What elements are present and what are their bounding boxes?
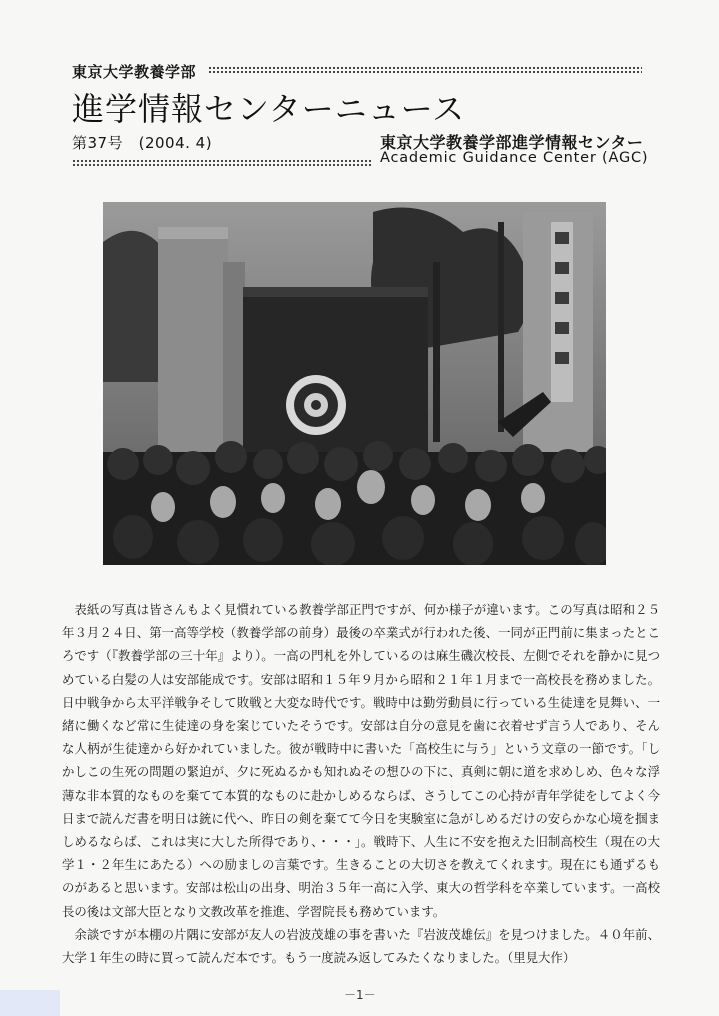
- page-number: －1－: [344, 988, 376, 1002]
- center-name-en: Academic Guidance Center (AGC): [380, 150, 649, 166]
- issue-number: 第37号 (2004. 4): [72, 134, 213, 152]
- photo-illustration: [103, 202, 606, 565]
- article-body: [62, 598, 660, 969]
- article-paragraph: 余談ですが本棚の片隅に安部が友人の岩波茂雄の事を書いた『岩波茂雄伝』を見つけました。４０年前、大学１年生の時に買って読んだ本です。もう一度読み返してみたくなりました。（里見大作）: [62, 926, 660, 966]
- publisher-name: 東京大学教養学部: [72, 63, 197, 81]
- article-paragraph: 表紙の写真は皆さんもよく見慣れている教養学部正門ですが、何か様子が違います。この写真は昭和２５年３月２４日、第一高等学校（教養学部の前身）最後の卒業式が行われた後、一同が正門前に集まったところです（『教養学部の三十年』より）。一高の門札を外しているのは麻生磯次校長、左側でそれを静かに見つめている白髪の人は安部能成です。安部は昭和１５年９月から昭和２１年１月まで一高校長を務めました。日中戦争から太平洋戦争そして敗戦と大変な時代です。戦時中は勤労動員に行っている生徒達を見舞い、一緒に働くなど常に生徒達の身を案じていたそうです。安部は自分の意見を歯に衣着せず言う人であり、そんな人柄が生徒達から好かれていました。彼が戦時中に書いた「高校生に与う」という文章の一節です。「しかしこの生死の問題の緊迫が、夕に死ぬるかも知れぬその想ひの下に、真剣に朝に道を求めしめ、色々な浮薄な非本質的なものを棄てて本質的なものに赴かしめるならば、さうしてこの心持が青年学徒をしてよく今日まで読んだ書を明日は銃に代へ、昨日の剣を棄てて今日を実験室に急がしめるだけの安らかな心境を掴ましめるならば、これは実に大した所得であり、・・・」。戦時下、人生に不安を抱えた旧制高校生（現在の大学１・２年生にあたる）への励ましの言葉です。生きることの大切さを教えてくれます。現在にも通ずるものがあると思います。安部は松山の出身、明治３５年一高に入学、東大の哲学科を卒業しています。一高校長の後は文部大臣となり文教改革を推進、学習院長も務めています。: [62, 602, 660, 919]
- dotted-rule-top: [208, 66, 642, 75]
- newsletter-title: 進学情報センターニュース: [72, 90, 466, 128]
- cover-photo: [103, 202, 606, 565]
- center-name-jp: 東京大学教養学部進学情報センター: [380, 133, 644, 152]
- dotted-rule-bottom: [72, 159, 372, 168]
- scan-artifact: [0, 990, 60, 1016]
